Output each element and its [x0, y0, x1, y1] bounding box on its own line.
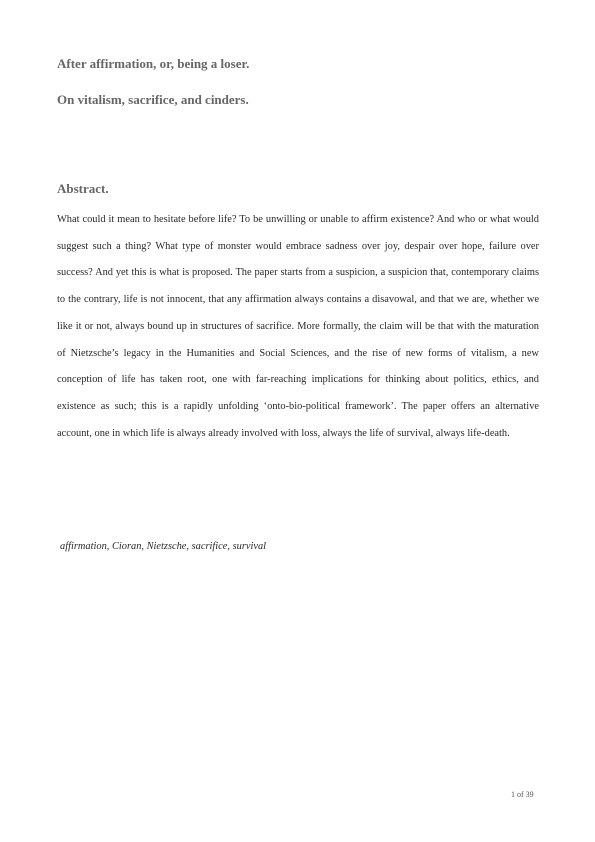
page-number: 1 of 39	[511, 790, 534, 799]
abstract-body: What could it mean to hesitate before life? To be unwilling or unable to affirm existence? And who or what would suggest such a thing? What type of monster would embrace sadness over joy, despair over hope, failure over success? And yet this is what is proposed. The paper starts from a suspicion, a suspicion that, contemporary claims to the contrary, life is not innocent, that any affirmation always contains a disavowal, and that we are, whether we like it or not, always bound up in structures of sacrifice. More formally, the claim will be that with the maturation of Nietzsche’s legacy in the Humanities and Social Sciences, and the rise of new forms of vitalism, a new conception of life has taken root, one with far-reaching implications for thinking about politics, ethics, and existence as such; this is a rapidly unfolding ‘onto-bio-political framework’. The paper offers an alternative account, one in which life is always already involved with loss, always the life of survival, always life-death.	[57, 214, 539, 439]
paper-subtitle: On vitalism, sacrifice, and cinders.	[57, 92, 249, 107]
paper-title: After affirmation, or, being a loser.	[57, 56, 250, 71]
abstract-heading: Abstract.	[57, 181, 109, 196]
keywords: affirmation, Cioran, Nietzsche, sacrifice, survival	[60, 541, 267, 552]
